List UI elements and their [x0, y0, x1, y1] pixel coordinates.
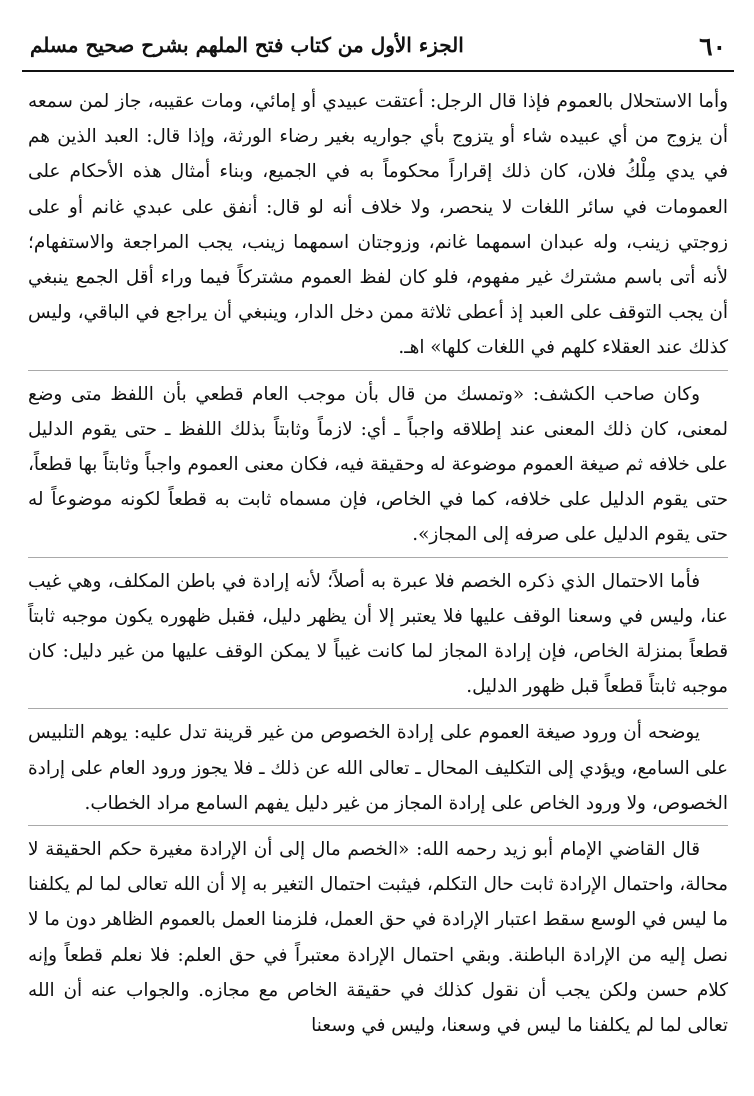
running-title: الجزء الأول من كتاب فتح الملهم بشرح صحيح مسلم	[30, 33, 464, 57]
page-number: ٦٠	[699, 32, 726, 61]
paragraph-4: يوضحه أن ورود صيغة العموم على إرادة الخصوص من غير قرينة تدل عليه: يوهم التلبيس على السامع، ويؤدي إلى التكليف المحال ـ تعالى الله عن ذلك ـ فلا يجوز ورود العام على إرادة الخصوص، ولا ورود الخاص على إرادة المجاز من غير دليل يفهم السامع مراد الخطاب.	[28, 715, 728, 826]
paragraph-5: قال القاضي الإمام أبو زيد رحمه الله: «الخصم مال إلى أن الإرادة مغيرة حكم الحقيقة لا محالة، واحتمال الإرادة ثابت حال التكلم، فيثبت احتمال التغير به إلا أن الله تعالى لما لم يكلفنا ما ليس في الوسع سقط اعتبار الإرادة في حق العمل، فلزمنا العمل بالعموم الظاهر دون ما لا نصل إليه من الإرادة الباطنة. وبقي احتمال الإرادة معتبراً في حق العلم: فلا نعلم قطعاً وإنه كلام حسن ولكن يجب أن نقول كذلك في حقيقة الخاص مع مجازه. والجواب عنه أن الله تعالى لما لم يكلفنا ما ليس في وسعنا، وليس في وسعنا	[28, 839, 728, 1037]
paragraph-1: وأما الاستحلال بالعموم فإذا قال الرجل: أعتقت عبيدي أو إمائي، ومات عقيبه، جاز لمن سمعه أن يزوج من أي عبيده شاء أو يتزوج بأي جواريه بغير رضاء الورثة، وإذا قال: العبد الذين هم في يدي مِلْكُ فلان، كان ذلك إقراراً محكوماً به في الجميع، وبناء أمثال هذه الأحكام على العمومات في سائر اللغات لا ينحصر، ولا خلاف أنه لو قال: أنفق على عبدي غانم أو على زوجتي زينب، وله عبدان اسمهما غانم، وزوجتان اسمهما زينب، يجب المراجعة والاستفهام؛ لأنه أتى باسم مشترك غير مفهوم، فلو كان لفظ العموم مشتركاً فيما وراء أقل الجمع ينبغي أن يجب التوقف على العبد إذ أعطى ثلاثة ممن دخل الدار، وينبغي أن يراجع في الباقي، وليس كذلك عند العقلاء كلهم في اللغات كلها» اهـ.	[28, 84, 728, 371]
paragraph-2: وكان صاحب الكشف: «وتمسك من قال بأن موجب العام قطعي بأن اللفظ متى وضع لمعنى، كان ذلك المعنى عند إطلاقه واجباً ـ أي: لازماً وثابتاً بذلك اللفظ ـ حتى يقوم الدليل على خلافه ثم صيغة العموم موضوعة له وحقيقة فيه، فكان معنى العموم واجباً وثابتاً بها قطعاً، حتى يقوم الدليل على خلافه، كما في الخاص، فإن مسماه ثابت به قطعاً لكونه موضوعاً له حتى يقوم الدليل على صرفه إلى المجاز».	[28, 377, 728, 558]
book-page	[22, 18, 734, 1088]
page-body	[22, 84, 734, 1047]
paragraph-3: فأما الاحتمال الذي ذكره الخصم فلا عبرة به أصلاً؛ لأنه إرادة في باطن المكلف، وهي غيب عنا، وليس في وسعنا الوقف عليها فلا يعتبر إلا أن يظهر دليل، فقبل ظهوره يكون موجبه ثابتاً قطعاً بمنزلة الخاص، فإن إرادة المجاز لما كانت غيباً لا يمكن الوقف عليها من غير دليل: كان موجبه ثابتاً قطعاً قبل ظهور الدليل.	[28, 564, 728, 710]
page-header	[22, 18, 734, 72]
